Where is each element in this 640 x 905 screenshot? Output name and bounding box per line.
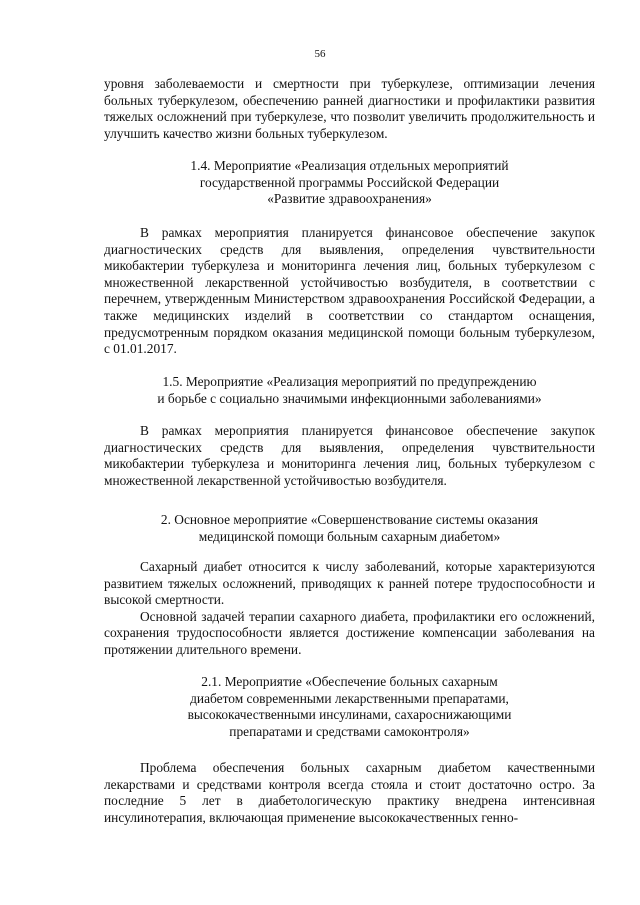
intro-paragraph: уровня заболеваемости и смертности при туберкулезе, оптимизации лечения больных туберкулезом, обеспечению ранней диагностики и профилактики развития тяжелых осложнений при туберкулезе, что позволит увеличить продолжительность и улучшить качество жизни больных туберкулезом. (104, 76, 595, 141)
section-1-4-heading-line: «Развитие здравоохранения» (267, 191, 432, 207)
section-1-5-heading-line: и борьбе с социально значимыми инфекционными заболеваниями» (157, 390, 542, 406)
page-number: 56 (314, 48, 326, 60)
intro-paragraph-block (104, 76, 595, 142)
section-1-4-heading-line: 1.4. Мероприятие «Реализация отдельных мероприятий (190, 158, 509, 173)
section-2-1-heading (104, 674, 595, 740)
section-1-5-heading (104, 374, 595, 407)
section-2-heading-line: 2. Основное мероприятие «Совершенствование системы оказания (160, 512, 539, 527)
section-2-1-heading-line: препаратами и средствами самоконтроля» (229, 723, 470, 739)
section-2-heading (104, 512, 595, 545)
section-2-1-body (104, 760, 595, 826)
section-1-5-paragraph: В рамках мероприятия планируется финансовое обеспечение закупок диагностических средств для выявления, определения чувствительности микобактерии туберкулеза и мониторинга лечения лиц, больных туберкулезом с множественной лекарственной устойчивостью возбудителя. (104, 423, 595, 488)
section-2-1-paragraph: Проблема обеспечения больных сахарным диабетом качественными лекарствами и средствами контроля всегда стояла и стоит достаточно остро. За последние 5 лет в диабетологическую практику внедрена интенсивная инсулинотерапия, включающая применение высококачественных генно- (104, 760, 595, 825)
section-1-4-heading (104, 158, 595, 208)
section-2-1-heading-line: диабетом современными лекарственными препаратами, (190, 690, 509, 706)
section-2-heading-line: медицинской помощи больным сахарным диабетом» (198, 528, 501, 544)
section-2-1-heading-line: высококачественными инсулинами, сахароснижающими (187, 707, 512, 723)
section-2-paragraph-2: Основной задачей терапии сахарного диабета, профилактики его осложнений, сохранения трудоспособности является достижение компенсации заболевания на протяжении длительного времени. (104, 608, 595, 657)
section-1-5-heading-line: 1.5. Мероприятие «Реализация мероприятий по предупреждению (162, 374, 537, 389)
section-2-paragraph-1: Сахарный диабет относится к числу заболеваний, которые характеризуются развитием тяжелых осложнений, приводящих к ранней потере трудоспособности и высокой смертности. (104, 559, 595, 608)
section-2-body (104, 559, 595, 659)
section-1-5-body (104, 423, 595, 489)
section-1-4-body (104, 225, 595, 358)
section-1-4-paragraph: В рамках мероприятия планируется финансовое обеспечение закупок диагностических средств для выявления, определения чувствительности микобактерии туберкулеза и мониторинга лечения лиц, больных туберкулезом с множественной лекарственной устойчивостью возбудителя, в соответствии с перечнем, утвержденным Министерством здравоохранения Российской Федерации, а также медицинских изделий в соответствии со стандартом оснащения, предусмотренным порядком оказания медицинской помощи больным туберкулезом, с 01.01.2017. (104, 225, 595, 357)
section-2-1-heading-line: 2.1. Мероприятие «Обеспечение больных сахарным (201, 674, 498, 689)
section-1-4-heading-line: государственной программы Российской Федерации (199, 174, 500, 190)
